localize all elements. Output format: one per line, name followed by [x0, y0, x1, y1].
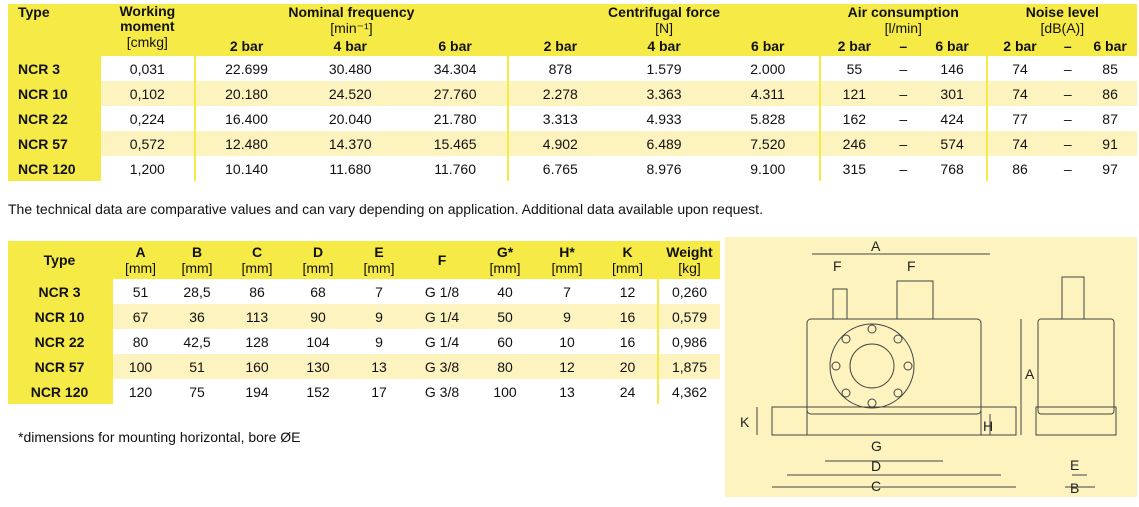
label-H: H [983, 418, 994, 434]
table-row [8, 56, 1137, 81]
force-6bar-cell: 5.828 [717, 106, 820, 131]
label-A-top: A [871, 238, 881, 254]
label-A-right: A [1025, 366, 1035, 382]
dimension-drawing-svg [725, 237, 1137, 497]
air-6bar-cell: 574 [919, 131, 987, 156]
moment-cell: 0,224 [100, 106, 194, 131]
dim-D-header [288, 241, 348, 279]
dim-F-cell: G 1/4 [410, 329, 474, 354]
force-4bar-cell: 4.933 [611, 106, 716, 131]
noise-6bar-cell: 97 [1083, 156, 1137, 181]
dim-K-header [598, 241, 658, 279]
dim-E-cell: 17 [348, 379, 410, 404]
air-2bar-cell: 162 [820, 106, 888, 131]
force-2bar-cell: 4.902 [508, 131, 611, 156]
label-K: K [740, 414, 750, 430]
noise-dash-cell: – [1052, 106, 1083, 131]
dim-G-cell: 100 [474, 379, 536, 404]
force-4bar-cell: 1.579 [611, 56, 716, 81]
bolt-hole-7 [832, 362, 840, 370]
dim-F-cell: G 3/8 [410, 379, 474, 404]
table-row [8, 106, 1137, 131]
dim-C-cell: 194 [226, 379, 288, 404]
noise-2bar-cell: 86 [987, 156, 1053, 181]
vibrator-performance-table [8, 4, 1137, 181]
dim-B-label: B [191, 244, 203, 260]
weight-unit: [kg] [678, 260, 701, 276]
noise-2bar-cell: 77 [987, 106, 1053, 131]
dim-B-cell: 51 [168, 354, 226, 379]
dim-H-cell: 13 [536, 379, 598, 404]
freq-2bar-cell: 16.400 [195, 106, 298, 131]
centrifugal-force-header [508, 4, 820, 36]
freq-6bar-cell: 27.760 [403, 81, 508, 106]
air-consumption-label: Air consumption [847, 4, 959, 20]
dim-C-cell: 128 [226, 329, 288, 354]
type-header: Type [8, 4, 100, 56]
air-6bar-cell: 424 [919, 106, 987, 131]
dim-G-unit: [mm] [489, 260, 521, 276]
weight-cell: 4,362 [658, 379, 720, 404]
type-cell: NCR 22 [8, 106, 100, 131]
centrifugal-force-label: Centrifugal force [608, 4, 721, 20]
dim-G-cell: 60 [474, 329, 536, 354]
noise-2bar-cell: 74 [987, 131, 1053, 156]
label-F-right: F [907, 258, 916, 274]
table-row [8, 379, 720, 404]
air-dash-cell: – [888, 81, 919, 106]
type-cell: NCR 10 [8, 81, 100, 106]
label-G: G [871, 438, 882, 454]
bolt-hole-1 [868, 325, 876, 333]
noise-level-header [987, 4, 1137, 36]
air-dash-cell: – [888, 156, 919, 181]
bolt-hole-8 [842, 335, 850, 343]
dim-type-cell: NCR 10 [8, 304, 112, 329]
bolt-hole-3 [904, 362, 912, 370]
weight-cell: 0,986 [658, 329, 720, 354]
force-4bar-header: 4 bar [611, 36, 716, 56]
label-E: E [1070, 457, 1080, 473]
table-row [8, 304, 720, 329]
dim-K-cell: 16 [598, 329, 658, 354]
force-6bar-cell: 7.520 [717, 131, 820, 156]
table-row [8, 131, 1137, 156]
bolt-hole-5 [868, 399, 876, 407]
dim-type-header: Type [8, 241, 112, 279]
air-2bar-header: 2 bar [820, 36, 888, 56]
air-dash-cell: – [888, 106, 919, 131]
force-2bar-cell: 878 [508, 56, 611, 81]
force-6bar-cell: 2.000 [717, 56, 820, 81]
noise-dash-cell: – [1052, 56, 1083, 81]
port-left [833, 289, 847, 319]
noise-6bar-cell: 85 [1083, 56, 1137, 81]
force-4bar-cell: 3.363 [611, 81, 716, 106]
weight-cell: 1,875 [658, 354, 720, 379]
noise-2bar-header: 2 bar [987, 36, 1053, 56]
dim-E-label: E [374, 244, 384, 260]
freq-4bar-cell: 24.520 [298, 81, 403, 106]
dim-H-cell: 12 [536, 354, 598, 379]
dim-A-cell: 51 [112, 279, 168, 304]
freq-4bar-cell: 20.040 [298, 106, 403, 131]
dim-type-cell: NCR 120 [8, 379, 112, 404]
dim-C-header [226, 241, 288, 279]
nominal-frequency-unit: [min⁻¹] [330, 20, 373, 36]
type-cell: NCR 120 [8, 156, 100, 181]
noise-6bar-cell: 91 [1083, 131, 1137, 156]
table-row [8, 156, 1137, 181]
moment-cell: 0,031 [100, 56, 194, 81]
dim-D-label: D [312, 244, 324, 260]
moment-cell: 0,572 [100, 131, 194, 156]
dim-C-unit: [mm] [241, 260, 273, 276]
dim-A-cell: 80 [112, 329, 168, 354]
freq-6bar-cell: 21.780 [403, 106, 508, 131]
force-2bar-header: 2 bar [508, 36, 611, 56]
freq-6bar-cell: 11.760 [403, 156, 508, 181]
muffler-side [1062, 277, 1084, 319]
noise-level-label: Noise level [1025, 4, 1099, 20]
dim-K-cell: 12 [598, 279, 658, 304]
dim-B-cell: 42,5 [168, 329, 226, 354]
air-2bar-cell: 55 [820, 56, 888, 81]
dim-G-cell: 50 [474, 304, 536, 329]
air-6bar-cell: 146 [919, 56, 987, 81]
dim-B-unit: [mm] [181, 260, 213, 276]
freq-4bar-cell: 30.480 [298, 56, 403, 81]
dim-B-header [168, 241, 226, 279]
dim-A-cell: 120 [112, 379, 168, 404]
table-row [8, 279, 720, 304]
air-2bar-cell: 315 [820, 156, 888, 181]
dim-type-cell: NCR 22 [8, 329, 112, 354]
bolt-hole-4 [894, 389, 902, 397]
dim-G-header [474, 241, 536, 279]
dim-A-cell: 100 [112, 354, 168, 379]
moment-cell: 0,102 [100, 81, 194, 106]
freq-6bar-cell: 34.304 [403, 56, 508, 81]
freq-2bar-cell: 20.180 [195, 81, 298, 106]
force-2bar-cell: 6.765 [508, 156, 611, 181]
freq-2bar-cell: 22.699 [195, 56, 298, 81]
dimensions-table [8, 241, 720, 404]
body-side [1038, 319, 1114, 414]
nominal-frequency-label: Nominal frequency [288, 4, 415, 20]
dim-C-cell: 113 [226, 304, 288, 329]
label-F-left: F [833, 258, 842, 274]
dim-D-cell: 104 [288, 329, 348, 354]
freq-4bar-header: 4 bar [298, 36, 403, 56]
dim-E-cell: 13 [348, 354, 410, 379]
air-dash-header: – [888, 36, 919, 56]
dim-D-cell: 152 [288, 379, 348, 404]
force-6bar-header: 6 bar [717, 36, 820, 56]
dim-F-cell: G 3/8 [410, 354, 474, 379]
freq-2bar-header: 2 bar [195, 36, 298, 56]
dim-H-header [536, 241, 598, 279]
working-moment-unit: [cmkg] [126, 34, 168, 50]
noise-2bar-cell: 74 [987, 56, 1053, 81]
force-2bar-cell: 3.313 [508, 106, 611, 131]
air-2bar-cell: 246 [820, 131, 888, 156]
dim-C-label: C [251, 244, 263, 260]
freq-2bar-cell: 12.480 [195, 131, 298, 156]
dim-H-label: H* [559, 244, 575, 260]
air-consumption-unit: [l/min] [884, 20, 922, 36]
dim-K-label: K [622, 244, 633, 260]
moment-cell: 1,200 [100, 156, 194, 181]
noise-6bar-cell: 87 [1083, 106, 1137, 131]
dim-D-cell: 90 [288, 304, 348, 329]
technical-data-note: The technical data are comparative values and can vary depending on application. Additional data available upon request. [8, 201, 763, 217]
weight-cell: 0,260 [658, 279, 720, 304]
centrifugal-force-unit: [N] [655, 20, 673, 36]
bolt-hole-2 [894, 335, 902, 343]
bore-circle [850, 344, 894, 388]
mounting-note: *dimensions for mounting horizontal, bore ØE [18, 429, 301, 445]
dim-K-cell: 16 [598, 304, 658, 329]
bolt-hole-6 [842, 389, 850, 397]
dim-A-unit: [mm] [124, 260, 157, 276]
base-plate-side [1036, 407, 1116, 435]
force-6bar-cell: 9.100 [717, 156, 820, 181]
base-plate-front [772, 407, 1016, 435]
muffler-right [897, 281, 933, 319]
dim-K-cell: 24 [598, 379, 658, 404]
dim-E-cell: 9 [348, 304, 410, 329]
label-C: C [871, 478, 882, 494]
dim-F-cell: G 1/4 [410, 304, 474, 329]
dim-G-cell: 40 [474, 279, 536, 304]
dim-E-header [348, 241, 410, 279]
dim-B-cell: 75 [168, 379, 226, 404]
air-dash-cell: – [888, 131, 919, 156]
air-6bar-cell: 301 [919, 81, 987, 106]
freq-4bar-cell: 11.680 [298, 156, 403, 181]
vibrator-technical-drawing [725, 237, 1137, 497]
dim-A-header [112, 241, 168, 279]
weight-cell: 0,579 [658, 304, 720, 329]
dim-A-cell: 67 [112, 304, 168, 329]
dim-D-unit: [mm] [302, 260, 334, 276]
dim-C-cell: 86 [226, 279, 288, 304]
dim-H-unit: [mm] [551, 260, 583, 276]
noise-6bar-header: 6 bar [1083, 36, 1137, 56]
dim-G-label: G* [496, 244, 514, 260]
dim-type-cell: NCR 57 [8, 354, 112, 379]
dim-D-cell: 130 [288, 354, 348, 379]
dim-E-cell: 7 [348, 279, 410, 304]
dim-D-cell: 68 [288, 279, 348, 304]
dim-B-cell: 36 [168, 304, 226, 329]
air-consumption-header [820, 4, 987, 36]
dim-A-label: A [135, 244, 146, 260]
noise-dash-header: – [1052, 36, 1083, 56]
dim-C-cell: 160 [226, 354, 288, 379]
dim-E-cell: 9 [348, 329, 410, 354]
dim-H-cell: 10 [536, 329, 598, 354]
air-6bar-cell: 768 [919, 156, 987, 181]
label-D: D [871, 458, 882, 474]
nominal-frequency-header [195, 4, 509, 36]
freq-6bar-cell: 15.465 [403, 131, 508, 156]
dim-H-cell: 9 [536, 304, 598, 329]
dim-F-header: F [410, 241, 474, 279]
force-6bar-cell: 4.311 [717, 81, 820, 106]
working-moment-header [100, 4, 194, 56]
noise-2bar-cell: 74 [987, 81, 1053, 106]
table-row [8, 81, 1137, 106]
dim-F-cell: G 1/8 [410, 279, 474, 304]
dim-E-unit: [mm] [363, 260, 395, 276]
freq-2bar-cell: 10.140 [195, 156, 298, 181]
noise-level-unit: [dB(A)] [1040, 20, 1085, 36]
dim-K-cell: 20 [598, 354, 658, 379]
noise-dash-cell: – [1052, 81, 1083, 106]
working-moment-label: Working moment [119, 4, 176, 34]
dim-G-cell: 80 [474, 354, 536, 379]
type-cell: NCR 57 [8, 131, 100, 156]
noise-dash-cell: – [1052, 156, 1083, 181]
dim-H-cell: 7 [536, 279, 598, 304]
weight-label: Weight [666, 244, 713, 260]
freq-4bar-cell: 14.370 [298, 131, 403, 156]
air-2bar-cell: 121 [820, 81, 888, 106]
dim-type-cell: NCR 3 [8, 279, 112, 304]
dim-B-cell: 28,5 [168, 279, 226, 304]
dim-K-unit: [mm] [611, 260, 644, 276]
noise-dash-cell: – [1052, 131, 1083, 156]
freq-6bar-header: 6 bar [403, 36, 508, 56]
table-row [8, 329, 720, 354]
force-2bar-cell: 2.278 [508, 81, 611, 106]
air-6bar-header: 6 bar [919, 36, 987, 56]
weight-header [658, 241, 720, 279]
label-B: B [1070, 480, 1080, 496]
noise-6bar-cell: 86 [1083, 81, 1137, 106]
table-row [8, 354, 720, 379]
force-4bar-cell: 6.489 [611, 131, 716, 156]
type-cell: NCR 3 [8, 56, 100, 81]
force-4bar-cell: 8.976 [611, 156, 716, 181]
air-dash-cell: – [888, 56, 919, 81]
